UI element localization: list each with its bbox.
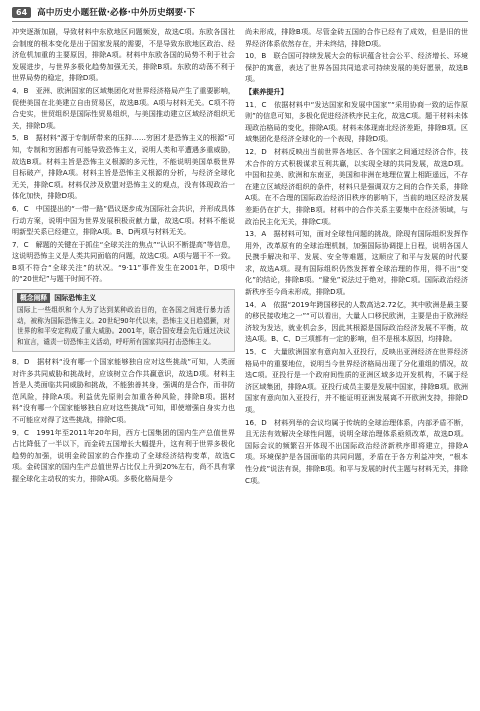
concept-tag: 概念阐释 (17, 293, 50, 303)
concept-title: 国际恐怖主义 (54, 294, 97, 303)
answer-7: 7．C 解题的关键在于抓住“全球关注的焦点”“认识不断提高”等信息，这说明恐怖主义是人类共同面临的问题，故选C项。A项与题干不一致。B项不符合“全球关注”的状况。“9·11”事件发生在2001年，D项中的“20世纪”与题干时间不符。 (12, 239, 235, 284)
right-column (245, 26, 468, 487)
answer-9: 9．C 1991年至2011年20年间，西方七国集团的国内生产总值世界占比降低了一半以下，而金砖五国增长大幅提升，这有利于世界多极化趋势的加强，说明金砖国家的合作推动了全球经济结构变革，故选C项。金砖国家的国内生产总值世界占比仅上升到20%左右，尚不具有掌握全球化主动权的实力，排除A项。多极化格局是今 (12, 427, 235, 484)
answer-paragraph-continued: 冲突逐渐加剧，导致材料中东欧地区问题频发，故选C项。东欧各国社会制度的根本变化是出于国家发展的需要，不是导致东欧地区政治、经济危机加重的主要原因，排除A项。材料中东欧各国的局势不利于社会发展进步，与世界多极化趋势加强无关，排除B项。东欧的动荡不利于世界局势的稳定，排除D项。 (12, 27, 235, 83)
two-column-body (12, 26, 468, 487)
answer-9-continued: 尚未形成，排除B项。尽管金砖五国的合作已经有了成效，但是旧的世界经济体系依然存在，并未终结，排除D项。 (245, 27, 468, 48)
left-column (12, 26, 235, 487)
answer-8: 8．D 据材料“没有哪一个国家能够独自应对这些挑战”可知，人类面对许多共同威胁和挑战时，应该树立合作共赢意识，故选D项。材料主旨是人类面临共同威胁和挑战，不能独善其身，强调的是合作，而非防范风险，排除A项。利益优先原则会加重各种风险，排除B项。据材料“没有哪一个国家能够独自应对这些挑战”可知，即使增强自身实力也不可能应对得了这些挑战，排除C项。 (12, 357, 235, 425)
answer-15: 15．C 大量欧洲国家有意向加入亚投行，反映出亚洲经济在世界经济格局中的重要地位，说明当今世界经济格局出现了分化重组的情况，故选C项。亚投行是一个政府间性质的亚洲区域多边开发机构，不属于经济区域集团，排除A项。亚投行成员主要是发展中国家，排除B项。欧洲国家有意向加入亚投行，并不能证明亚洲发展离不开欧洲支持，排除D项。 (245, 347, 468, 414)
concept-box (12, 289, 235, 352)
answer-5: 5．B 据材料“源于专制所带来的压抑……穷困才是恐怖主义的根源”可知，专制和穷困都有可能导致恐怖主义，说明人类和平遭遇多重威胁，故选B项。材料主旨是恐怖主义根源的多元性，不能说明美国单极世界目标破产，排除A项。材料主旨是恐怖主义根源的分析，与经济全球化无关，排除C项。材料仅涉及欧盟对恐怖主义的观点，没有体现政治一体化加快，排除D项。 (12, 133, 235, 201)
answer-16: 16．D 材料列举的会议均属于传统的全球治理体系，内部矛盾不断，且无法有效解决全球性问题，说明全球治理体系亟须改革，故选D项。国际会议的频繁召开体现不出国际政治经济新秩序即将建立，排除A项。环境保护是各国面临的共同问题，矛盾在于各方利益冲突，“根本性分歧”说法有误，排除B项。和平与发展的时代主题与材料无关，排除C项。 (245, 417, 468, 485)
answer-12: 12．D 材料反映出当前世界各地区、各个国家之间通过经济合作，技术合作的方式积极谋求互利共赢，以实现全球的共同发展，故选D项。中国和拉美、欧洲和东南亚，美国和非洲在地理位置上相距遥远，不存在建立区域经济组织的条件，材料只是强调双方之间的合作关系，排除A项。在不合理的国际政治经济旧秩序的影响下，当前的地区经济发展差距仍在扩大，排除B项。材料中的合作关系主要集中在经济领域，与政治民主化无关，排除C项。 (245, 146, 468, 226)
book-title: 高中历史小题狂做·必修·中外历史纲要·下 (37, 8, 196, 18)
section-heading: 【素养提升】 (245, 86, 288, 96)
answer-4: 4．B 亚洲、欧洲国家的区域集团化对世界经济格局产生了重要影响，促使美国在北美建立自由贸易区，故选B项。A项与材料无关。C项不符合史实，世贸组织是国际性贸易组织，与美国推动建立区域经济组织无关，排除D项。 (12, 85, 235, 130)
answer-13: 13．A 据材料可知，面对全球性问题的挑战，除现有国际组织发挥作用外，改革原有的全球治理机制，加强国际协调提上日程，说明各国人民携手解决和平、发展、安全等难题，这顺应了和平与发展的时代要求，故选A项。现有国际组织仍然发挥着全球治理的作用，得不出“变化”的结论，排除B项。“避免”说法过于绝对，排除C项。国际政治经济新秩序至今尚未形成，排除D项。 (245, 229, 468, 297)
page-header (12, 6, 468, 22)
answer-6: 6．C 中国提出的“一带一路”倡议逐步成为国际社会共识，并形成具体行动方案，说明中国为世界发展积极贡献力量，故选C项。材料不能说明新型关系已经建立，排除A项。B、D两项与材料无关。 (12, 203, 235, 237)
answer-10: 10．B 联合国可持续发展大会的标识蕴含社会公平、经济增长、环境保护的寓意，表达了世界各国共同追求可持续发展的美好愿景，故选B项。 (245, 51, 468, 84)
page-number: 64 (12, 7, 31, 18)
answer-14: 14．A 依据“2019年跨国移民的人数高达2.72亿，其中欧洲是最主要的移民接收地之一”“可以看出，大量人口移民欧洲，主要是由于欧洲经济较为发达，就业机会多，因此其根源是国际政治经济发展不平衡，故选A项。B、C、D三项都有一定的影响，但不是根本原因，均排除。 (245, 299, 468, 344)
answer-11: 11．C 依据材料中“发达国家和发展中国家”“采用协商一致的运作原则”的信息可知，多极化促进经济秩序民主化，故选C项。题干材料未体现政治格局的变化，排除A项。材料未体现南北经济差距，排除B项。区域集团化是经济全球化的一个表现，排除D项。 (245, 99, 468, 144)
concept-header (17, 293, 230, 303)
concept-text: 国际上一些组织和个人为了达到某种政治目的，在各国之间进行暴力活动，被称为国际恐怖主义。20世纪90年代以来，恐怖主义日趋猖獗，对世界的和平安定构成了重大威胁。2001年，联合国安理会先后通过决议和宣言，谴责一切恐怖主义活动，呼吁所有国家共同打击恐怖主义。 (17, 306, 230, 346)
